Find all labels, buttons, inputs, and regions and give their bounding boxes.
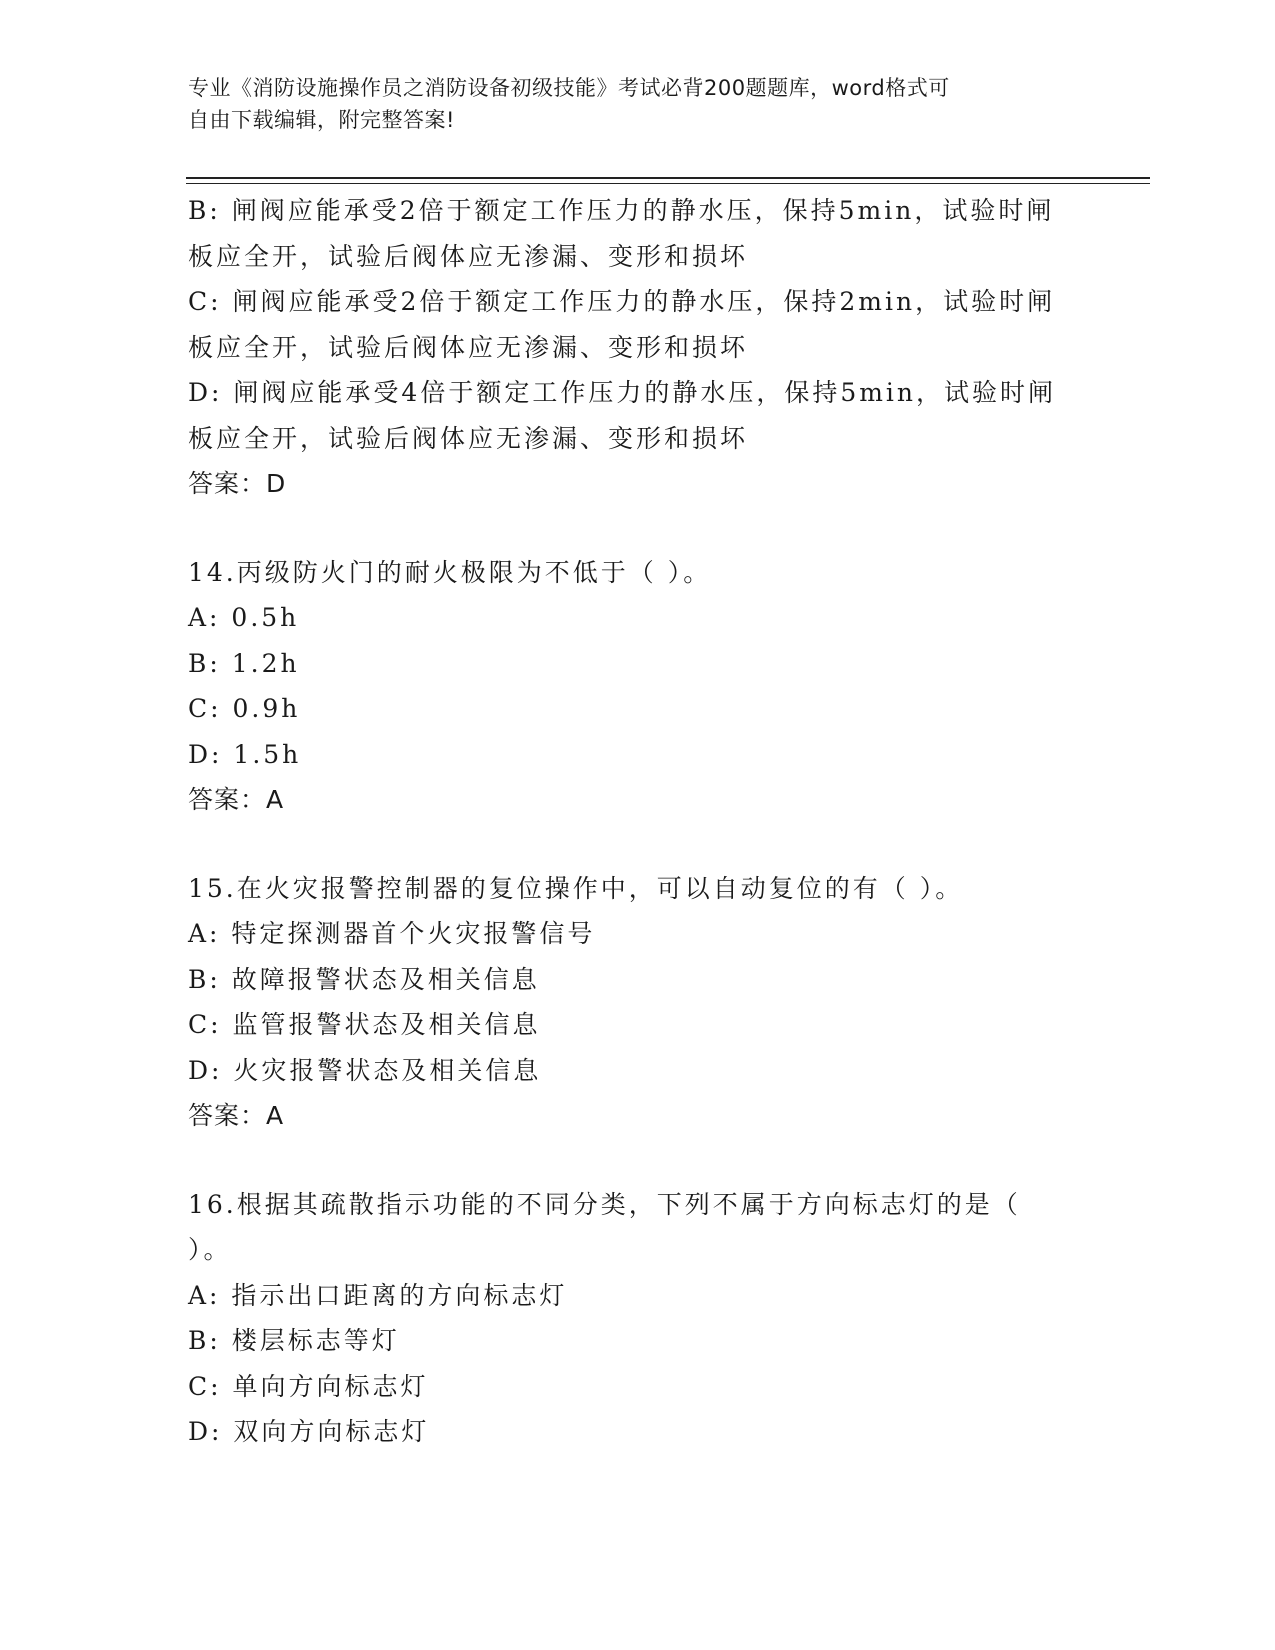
- spacer: [188, 1139, 1088, 1182]
- header-title-line-1: 专业《消防设施操作员之消防设备初级技能》考试必背200题题库，word格式可: [188, 76, 950, 100]
- option-line: B: 闸阀应能承受2倍于额定工作压力的静水压，保持5min，试验时闸: [188, 196, 1055, 225]
- option-d: D: 1.5h: [188, 739, 302, 769]
- document-header: [188, 72, 1088, 136]
- option-line: 板应全开，试验后阀体应无渗漏、变形和损坏: [188, 332, 749, 362]
- header-divider-thin: [186, 183, 1150, 184]
- answer-line: 答案：A: [188, 785, 285, 814]
- option-d: D: 火灾报警状态及相关信息: [188, 1055, 542, 1085]
- option-a: A: 0.5h: [188, 603, 300, 632]
- question-16: [188, 1182, 1088, 1455]
- spacer: [188, 507, 1088, 550]
- option-b: B: 楼层标志等灯: [188, 1326, 400, 1355]
- option-c: C: 单向方向标志灯: [188, 1371, 429, 1401]
- spacer: [188, 823, 1088, 866]
- option-d: D: 双向方向标志灯: [188, 1417, 430, 1446]
- question-13-continuation: [188, 188, 1088, 507]
- option-line: C: 闸阀应能承受2倍于额定工作压力的静水压，保持2min，试验时闸: [188, 287, 1056, 316]
- option-c: C: 监管报警状态及相关信息: [188, 1010, 541, 1039]
- header-divider-thick: [186, 177, 1150, 179]
- question-stem: 14.丙级防火门的耐火极限为不低于（ ）。: [188, 557, 712, 587]
- document-body: [188, 188, 1088, 1455]
- option-b: B: 1.2h: [188, 648, 300, 678]
- question-14: [188, 550, 1088, 823]
- option-line: D: 闸阀应能承受4倍于额定工作压力的静水压，保持5min，试验时闸: [188, 378, 1057, 407]
- question-stem-continuation: ）。: [188, 1235, 232, 1264]
- option-a: A: 特定探测器首个火灾报警信号: [188, 919, 596, 948]
- option-line: 板应全开，试验后阀体应无渗漏、变形和损坏: [188, 423, 749, 453]
- answer-line: 答案：A: [188, 1101, 285, 1130]
- option-a: A: 指示出口距离的方向标志灯: [188, 1280, 568, 1310]
- header-title-line-2: 自由下载编辑，附完整答案!: [188, 108, 455, 132]
- option-line: 板应全开，试验后阀体应无渗漏、变形和损坏: [188, 241, 749, 271]
- question-stem: 15.在火灾报警控制器的复位操作中，可以自动复位的有（ ）。: [188, 873, 964, 903]
- option-c: C: 0.9h: [188, 694, 301, 723]
- question-stem: 16.根据其疏散指示功能的不同分类，下列不属于方向标志灯的是（: [188, 1189, 1021, 1219]
- answer-line: 答案：D: [188, 469, 287, 498]
- question-15: [188, 866, 1088, 1139]
- option-b: B: 故障报警状态及相关信息: [188, 964, 540, 994]
